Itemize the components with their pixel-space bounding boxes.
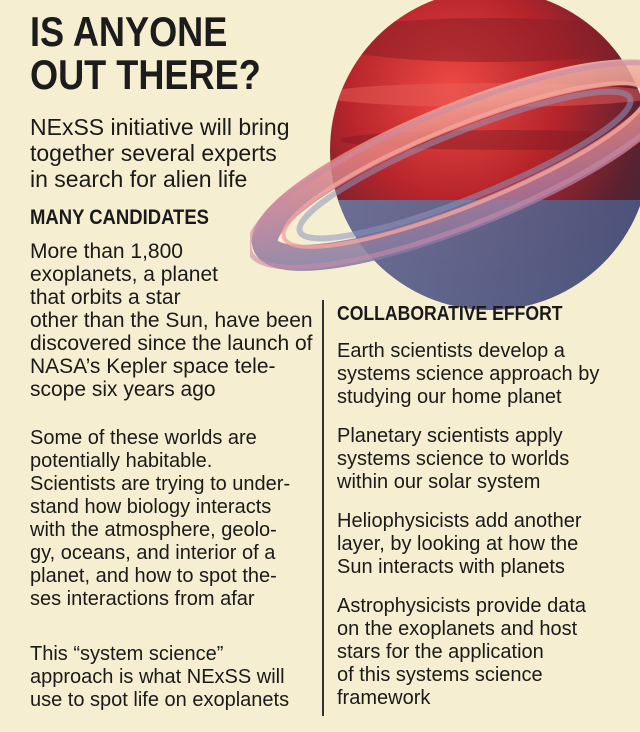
right-paragraph-3 (337, 510, 582, 579)
text-line: layer, by looking at how the (337, 533, 579, 555)
text-line: NASA’s Kepler space tele- (30, 355, 276, 378)
text-line: ses interactions from afar (30, 588, 255, 610)
title-line-2: OUT THERE? (30, 51, 261, 98)
text-line: use to spot life on exoplanets (30, 689, 290, 711)
text-line: with the atmosphere, geolo- (30, 519, 277, 541)
left-paragraph-3 (30, 643, 289, 712)
text-line: potentially habitable. (30, 450, 213, 472)
text-line: framework (337, 687, 431, 709)
right-paragraph-4 (337, 595, 586, 710)
text-line: Astrophysicists provide data (337, 595, 587, 617)
text-line: of this systems science (337, 664, 543, 686)
text-line: This “system science” (30, 643, 224, 665)
text-line: Planetary scientists apply (337, 425, 563, 447)
many-candidates-heading: MANY CANDIDATES (30, 206, 209, 229)
text-line: Some of these worlds are (30, 427, 257, 449)
text-line: discovered since the launch of (30, 332, 313, 355)
text-line: studying our home planet (337, 386, 562, 408)
text-line: systems science to worlds (337, 448, 570, 470)
title-line-1: IS ANYONE (30, 8, 228, 55)
text-line: planet, and how to spot the- (30, 565, 277, 587)
right-paragraph-2 (337, 425, 569, 494)
collaborative-effort-heading: COLLABORATIVE EFFORT (337, 303, 563, 325)
text-line: on the exoplanets and host (337, 618, 578, 640)
text-line: More than 1,800 (30, 240, 183, 263)
text-line: approach is what NExSS will (30, 666, 285, 688)
right-paragraph-1 (337, 340, 599, 409)
intro-line: in search for alien life (30, 166, 248, 192)
text-line: scope six years ago (30, 378, 216, 401)
text-line: Scientists are trying to under- (30, 473, 291, 495)
text-line: Heliophysicists add another (337, 510, 582, 532)
left-paragraph-2 (30, 427, 290, 611)
text-line: Earth scientists develop a (337, 340, 565, 362)
page-title (30, 10, 261, 96)
intro-line: together several experts (30, 140, 277, 166)
text-line: other than the Sun, have been (30, 309, 313, 332)
intro-line: NExSS initiative will bring (30, 114, 290, 140)
intro-text (30, 114, 310, 192)
text-line: stars for the application (337, 641, 544, 663)
left-paragraph-1 (30, 240, 313, 401)
text-line: stand how biology interacts (30, 496, 272, 518)
text-line: within our solar system (337, 471, 541, 493)
text-line: that orbits a star (30, 286, 181, 309)
text-line: Sun interacts with planets (337, 556, 565, 578)
text-line: gy, oceans, and interior of a (30, 542, 276, 564)
text-line: systems science approach by (337, 363, 600, 385)
column-divider (322, 300, 324, 716)
text-line: exoplanets, a planet (30, 263, 218, 286)
